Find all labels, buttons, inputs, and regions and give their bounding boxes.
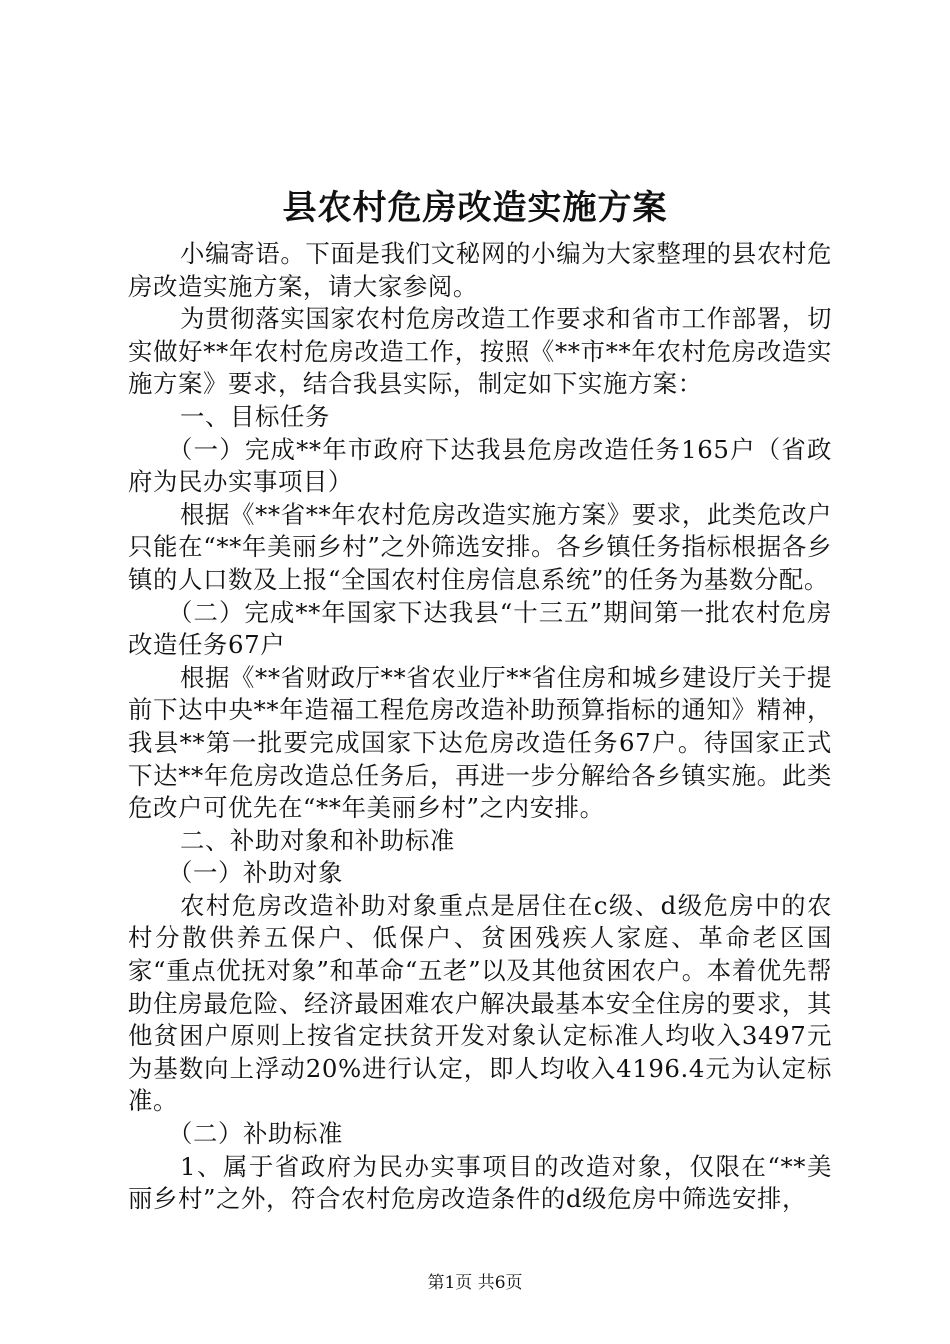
page-footer: 第1页 共6页 <box>427 1273 523 1293</box>
section-heading-subsidy: 二、补助对象和补助标准 <box>180 825 455 855</box>
paragraph-subsidy-targets: 农村危房改造补助对象重点是居住在c级、d级危房中的农村分散供养五保户、低保户、贫困残疾人家庭、革命老区国家“重点优抚对象”和革命“五老”以及其他贫困农户。本着优先帮助住房最危险、经济最困难农户解决最基本安全住房的要求，其他贫困户原则上按省定扶贫开发对象认定标准人均收入3497元为基数向上浮动20%进行认定，即人均收入4196.4元为认定标准。 <box>128 890 832 1116</box>
paragraph-purpose: 为贯彻落实国家农村危房改造工作要求和省市工作部署，切实做好**年农村危房改造工作，按照《**市**年农村危房改造实施方案》要求，结合我县实际，制定如下实施方案： <box>128 304 832 399</box>
paragraph-task-2-basis: 根据《**省财政厅**省农业厅**省住房和城乡建设厅关于提前下达中央**年造福工程危房改造补助预算指标的通知》精神，我县**第一批要完成国家下达危房改造任务67户。待国家正式下达**年危房改造总任务后，再进一步分解给各乡镇实施。此类危改户可优先在“**年美丽乡村”之内安排。 <box>128 662 832 823</box>
subsection-heading-subsidy-targets: （一）补助对象 <box>168 858 343 888</box>
paragraph-task-1-basis: 根据《**省**年农村危房改造实施方案》要求，此类危改户只能在“**年美丽乡村”之外筛选安排。各乡镇任务指标根据各乡镇的人口数及上报“全国农村住房信息系统”的任务为基数分配。 <box>128 499 832 594</box>
paragraph-intro: 小编寄语。下面是我们文秘网的小编为大家整理的县农村危房改造实施方案，请大家参阅。 <box>128 239 832 301</box>
section-heading-targets: 一、目标任务 <box>180 401 330 431</box>
document-body <box>128 238 832 1216</box>
subsection-heading-task-2: （二）完成**年国家下达我县“十三五”期间第一批农村危房改造任务67户 <box>128 597 832 660</box>
document-title: 县农村危房改造实施方案 <box>282 188 668 228</box>
paragraph-subsidy-standard-1: 1、属于省政府为民办实事项目的改造对象，仅限在“**美丽乡村”之外，符合农村危房改造条件的d级危房中筛选安排， <box>128 1151 832 1214</box>
subsection-heading-task-1: （一）完成**年市政府下达我县危房改造任务165户（省政府为民办实事项目） <box>128 434 832 497</box>
subsection-heading-subsidy-standards: （二）补助标准 <box>168 1119 343 1149</box>
